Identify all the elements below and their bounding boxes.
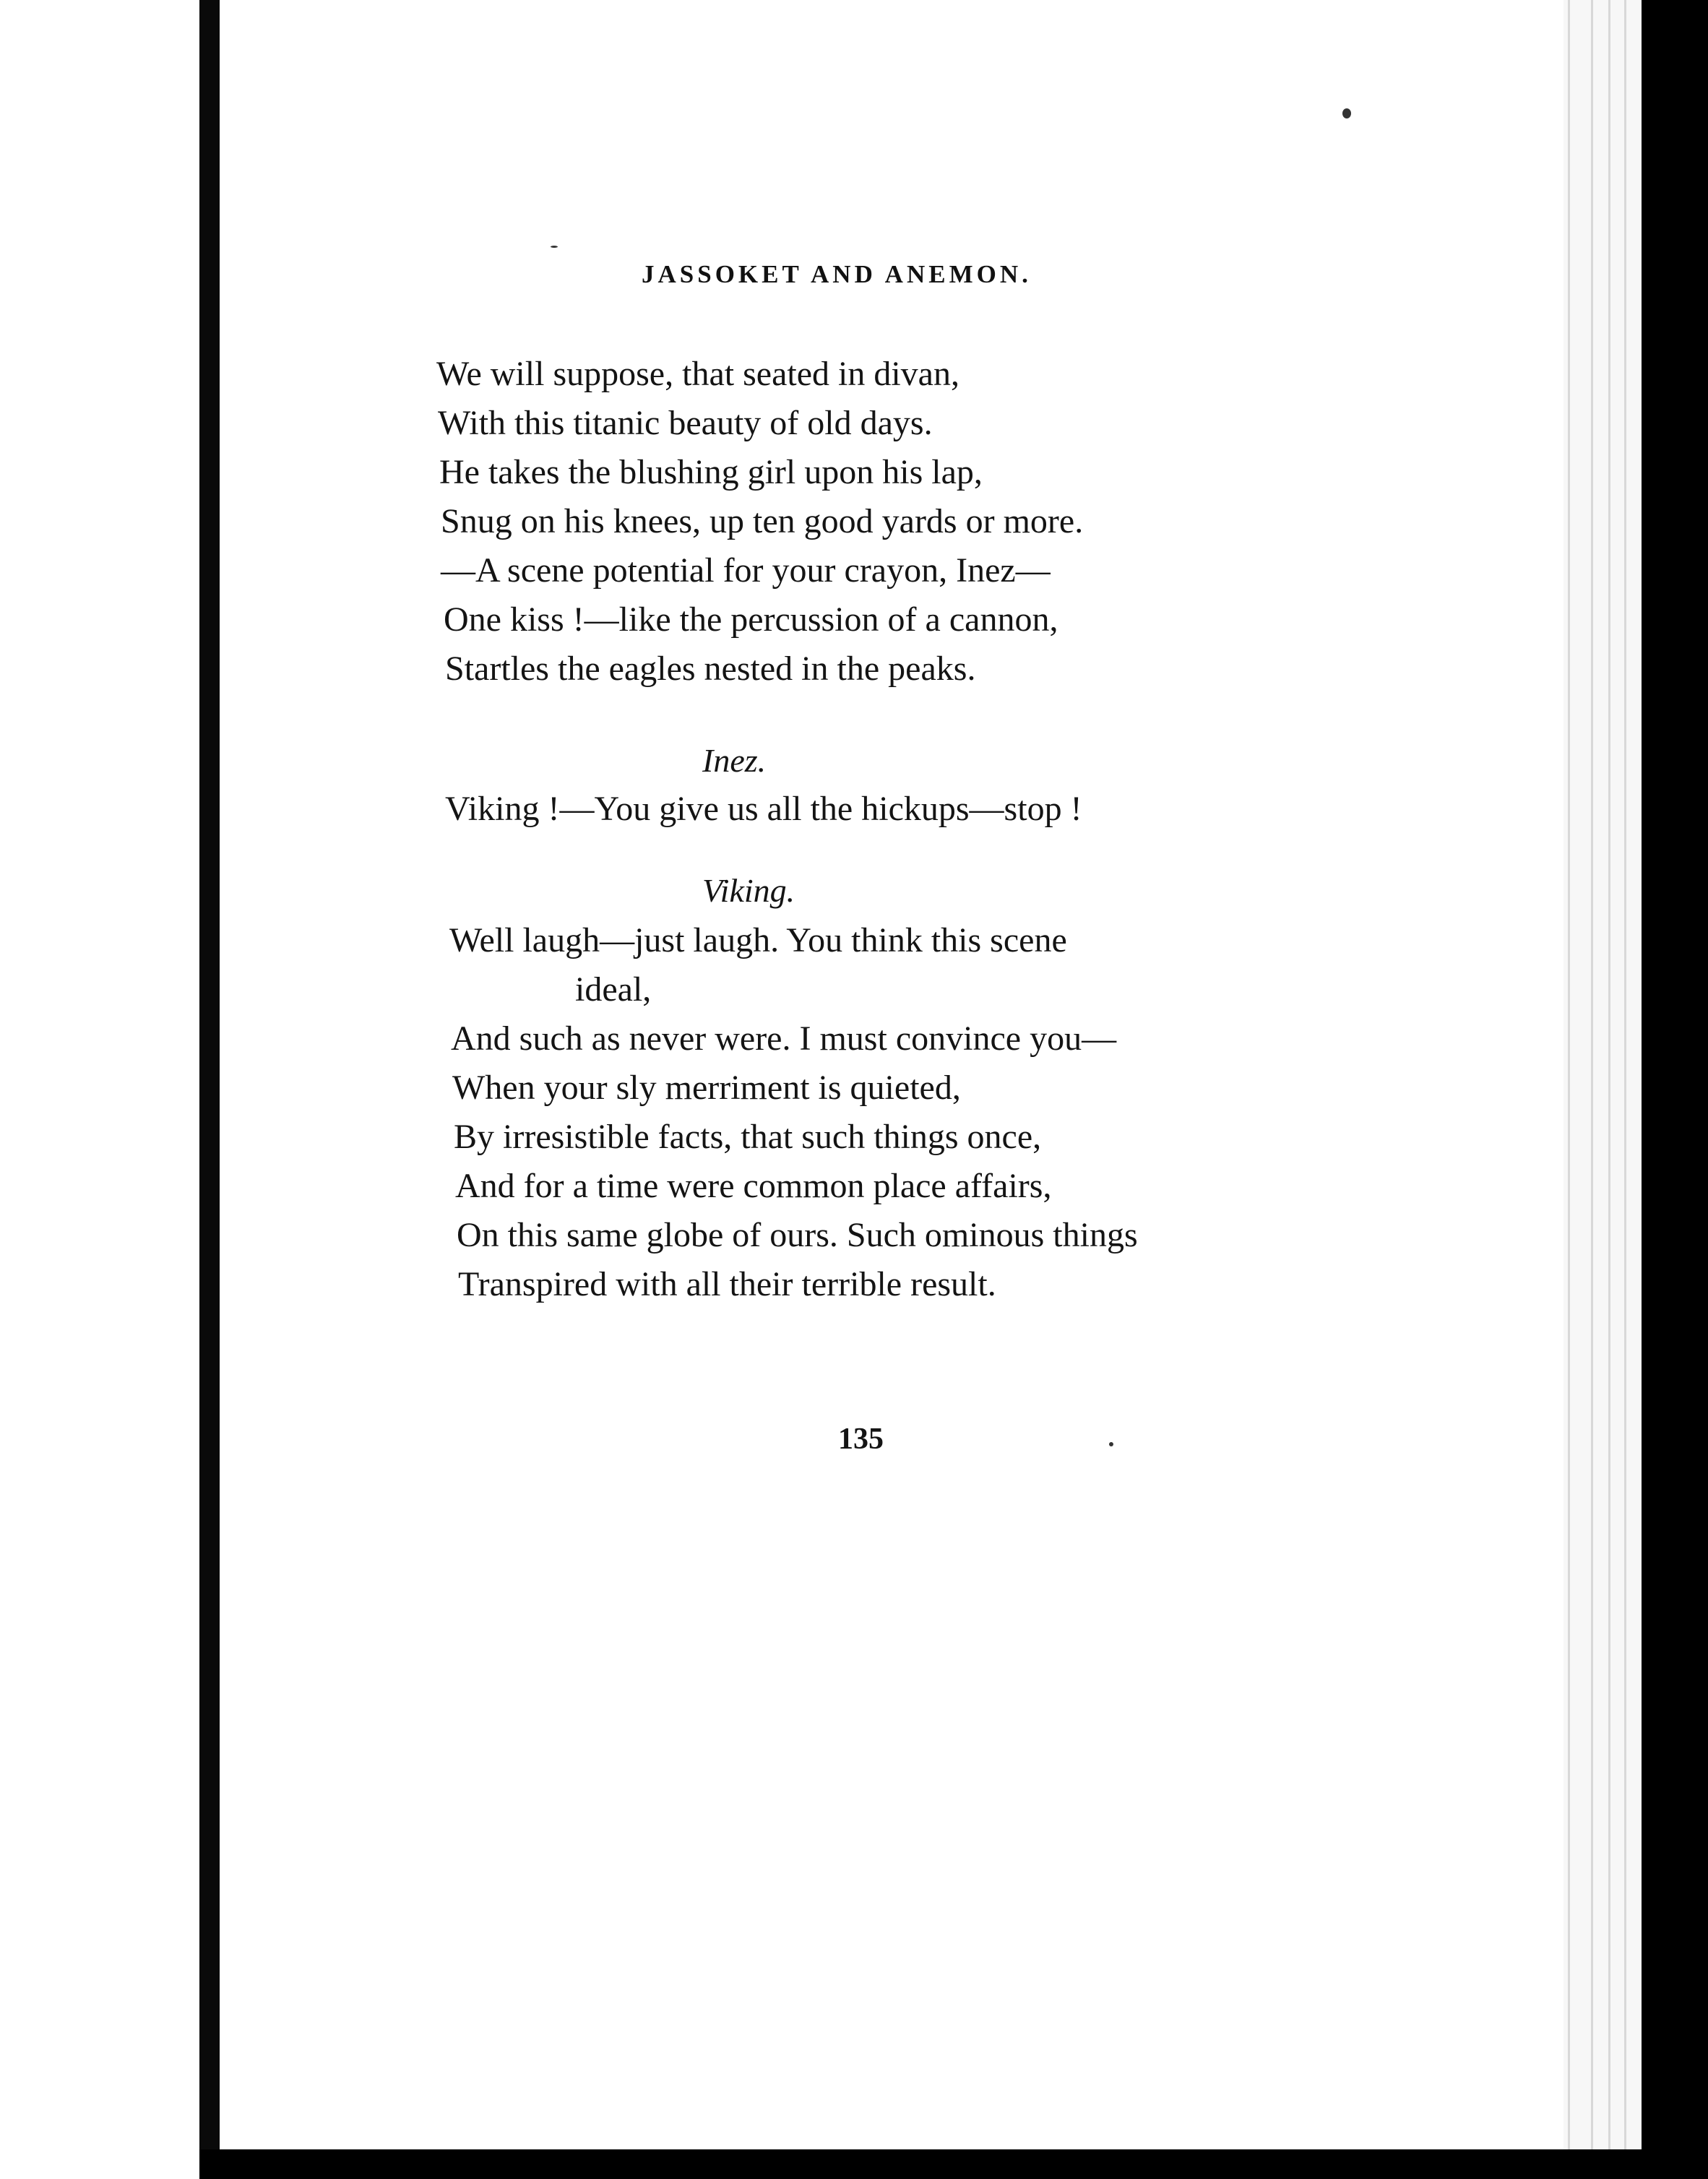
scan-speck — [1342, 108, 1351, 118]
scan-border-bottom — [199, 2149, 1708, 2179]
page-edge-line — [1568, 0, 1570, 2149]
verse-line: We will suppose, that seated in divan, — [436, 355, 959, 393]
running-title: JASSOKET AND ANEMON. — [642, 260, 1032, 288]
page-edge-line — [1624, 0, 1626, 2149]
page-edge-line — [1591, 0, 1593, 2149]
verse-line: Viking !—You give us all the hickups—stop ! — [445, 790, 1082, 828]
verse-line: One kiss !—like the percussion of a cannon, — [444, 600, 1058, 639]
page-edge-line — [1608, 0, 1610, 2149]
verse-line: With this titanic beauty of old days. — [438, 404, 933, 442]
verse-line: Well laugh—just laugh. You think this scene — [449, 921, 1067, 959]
verse-line: ideal, — [575, 970, 652, 1009]
book-gutter — [199, 0, 220, 2149]
verse-line: Startles the eagles nested in the peaks. — [445, 650, 976, 688]
page-edge-stack — [1563, 0, 1642, 2149]
verse-line: Transpired with all their terrible result. — [458, 1265, 996, 1303]
verse-line: And such as never were. I must convince you— — [451, 1019, 1117, 1058]
speaker-name: Inez. — [702, 742, 767, 779]
speaker-name: Viking. — [702, 872, 795, 909]
verse-line: He takes the blushing girl upon his lap, — [439, 453, 983, 491]
verse-line: By irresistible facts, that such things once, — [454, 1118, 1042, 1156]
verse-line: And for a time were common place affairs, — [455, 1167, 1052, 1205]
facing-page-margin — [0, 0, 199, 2179]
verse-line: —A scene potential for your crayon, Inez— — [441, 551, 1051, 590]
verse-line: When your sly merriment is quieted, — [452, 1069, 961, 1107]
scan-border-right — [1642, 0, 1708, 2179]
verse-line: On this same globe of ours. Such ominous things — [457, 1216, 1138, 1254]
scan-speck — [551, 246, 558, 248]
verse-line: Snug on his knees, up ten good yards or more. — [441, 502, 1084, 540]
scan-speck — [1109, 1442, 1113, 1446]
page-number: 135 — [838, 1423, 884, 1456]
